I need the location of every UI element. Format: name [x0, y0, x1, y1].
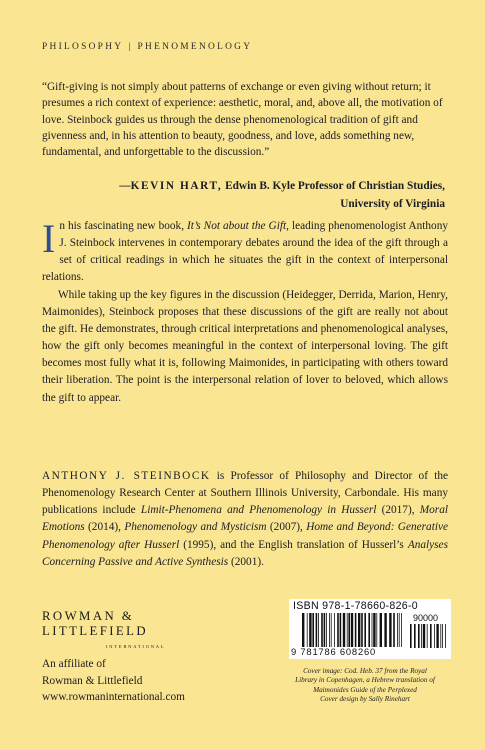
publisher-international: INTERNATIONAL	[106, 644, 166, 649]
category-philosophy: PHILOSOPHY	[42, 42, 124, 52]
barcode-bars-icon	[302, 613, 402, 647]
barcode-addon-bars-icon	[410, 624, 446, 648]
author-bio	[42, 468, 448, 571]
work-title: Phenomenology and Mysticism	[124, 521, 267, 534]
credit-line: Library in Copenhagen, a Hebrew translation of	[295, 676, 435, 685]
publisher-logo	[42, 609, 165, 654]
description-paragraph-1	[42, 218, 448, 287]
publisher-line-1: ROWMAN &	[42, 609, 135, 623]
isbn-barcode	[289, 599, 451, 659]
work-title: Limit-Phenomena and Phenomenology in Husserl	[140, 504, 377, 517]
credit-line: Maimonides Guide of the Perplexed	[313, 685, 417, 694]
description-text: , leading phenomenologist Anthony J. Steinbock intervenes in contemporary debates around the idea of the gift through a set of critical readings in which he situates the gift in the context of interpersonal relations.	[42, 220, 448, 284]
price-code: 90000	[413, 613, 439, 623]
description-text: n his fascinating new book,	[59, 220, 188, 232]
bio-text: (2007),	[266, 521, 307, 534]
work-title: Home and Beyond: Generative Phenomenology after Husserl	[42, 521, 448, 551]
credit-line: Cover design by Sally Rinehart	[320, 694, 410, 703]
category-separator: |	[128, 42, 133, 52]
endorser-institution: University of Virginia	[340, 198, 445, 210]
credit-line: Cover image: Cod. Heb. 37 from the Royal	[303, 667, 427, 675]
attribution-dash: —	[119, 180, 131, 192]
category-phenomenology: PHENOMENOLOGY	[137, 42, 253, 52]
author-name: ANTHONY J. STEINBOCK	[42, 470, 211, 482]
work-title: Analyses Concerning Passive and Active Synthesis	[42, 538, 448, 568]
book-description	[42, 218, 448, 407]
description-paragraph-2: While taking up the key figures in the discussion (Heidegger, Derrida, Marion, Henry, Maimonides), Steinbock proposes that these discussions of the gift are really not about the gift. He demonstrates, through critical interpretations and phenomenological analyses, how the gift only becomes meaningful in the context of interpersonal loving. The gift becomes most fully what it is, following Maimonides, in participating with others toward their liberation. The point is the interpersonal relation of lover to beloved, which allows the gift to appear.	[42, 288, 448, 404]
drop-cap: I	[42, 216, 56, 261]
category-heading	[42, 42, 252, 52]
endorser-title: Edwin B. Kyle Professor of Christian Studies,	[225, 180, 445, 192]
book-title: It’s Not about the Gift	[187, 220, 287, 232]
publisher-affiliation	[42, 656, 185, 706]
bio-text: (2001).	[228, 555, 264, 568]
work-title: Moral Emotions	[42, 504, 448, 534]
endorsement-attribution	[25, 177, 445, 213]
endorser-name: KEVIN HART,	[130, 180, 223, 192]
bio-text: (2014),	[84, 521, 125, 534]
endorsement-quote: “Gift-giving is not simply about patterns of exchange or even giving without return; it presumes a rich context of experience: aesthetic, moral, and, above all, the motivation of love. Steinbock guides us through the dense phenomenological tradition of gift and givenness and, in his attention to beauty, goodness, and love, adds something new, fundamental, and unforgettable to the discussion.”	[42, 81, 443, 159]
publisher-line-2: LITTLEFIELD	[42, 624, 148, 638]
barcode-digits: 9 781786 608260	[291, 646, 376, 657]
affiliation-line-2: Rowman & Littlefield	[42, 674, 143, 687]
bio-text: (2017),	[376, 504, 420, 517]
publisher-website: www.rowmaninternational.com	[42, 691, 185, 703]
bio-text: is Professor of Philosophy and Director of the Phenomenology Research Center at Southern Illinois University, Carbondale. His many publications include	[42, 470, 448, 517]
bio-text: (1995), and the English translation of Husserl’s	[179, 538, 408, 551]
cover-credits	[280, 667, 450, 704]
isbn-number: ISBN 978-1-78660-826-0	[293, 600, 418, 612]
affiliation-line-1: An affiliate of	[42, 658, 106, 670]
